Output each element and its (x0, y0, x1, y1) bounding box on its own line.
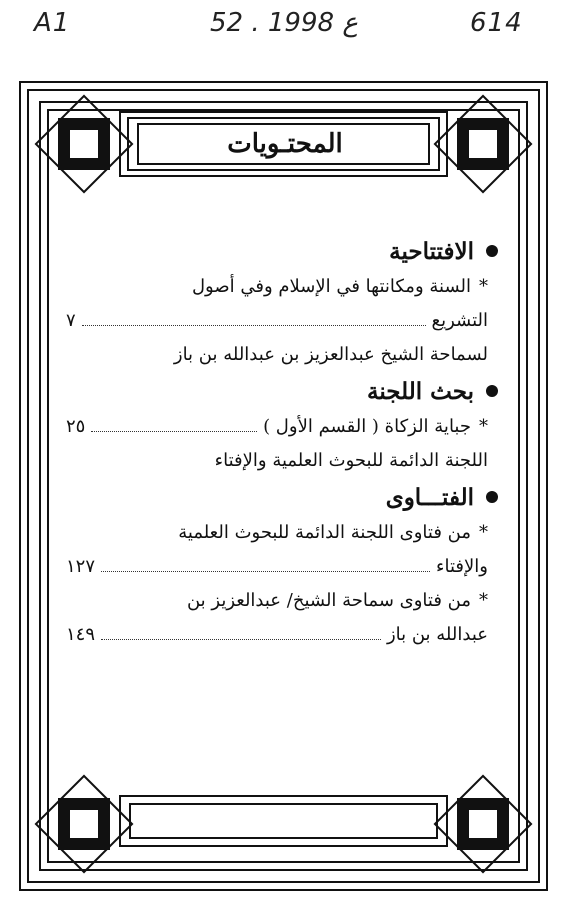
asterisk-icon: * (479, 522, 488, 543)
handwritten-number-right: 614 (470, 8, 523, 38)
corner-ornament-bottom-right (435, 776, 531, 872)
entry-author: اللجنة الدائمة للبحوث العلمية والإفتاء (214, 450, 488, 471)
page-number: ١٤٩ (66, 624, 96, 645)
asterisk-icon: * (479, 276, 488, 297)
corner-ornament-bottom-left (36, 776, 132, 872)
page-number: ١٢٧ (66, 556, 96, 577)
section-heading-fatwas (66, 478, 498, 516)
section-heading-editorial (66, 232, 498, 270)
asterisk-icon: * (479, 416, 488, 437)
entry-title-line1: من فتاوى اللجنة الدائمة للبحوث العلمية (178, 522, 471, 543)
entry-title-line2: التشريع (431, 310, 488, 331)
page-title: المحتـويات (227, 129, 343, 159)
handwritten-code-left: A1 (34, 8, 71, 38)
dotted-leader (82, 325, 426, 326)
section-title: بحث اللجنة (367, 377, 474, 405)
toc-entry (66, 516, 498, 584)
bullet-icon (486, 245, 498, 257)
entry-title-line2: والإفتاء (436, 556, 488, 577)
table-of-contents (66, 232, 498, 652)
handwritten-date: 52 . ع 1998 (210, 8, 358, 38)
asterisk-icon: * (479, 590, 488, 611)
toc-entry (66, 584, 498, 652)
entry-author: لسماحة الشيخ عبدالعزيز بن عبدالله بن باز (173, 344, 488, 365)
section-title: الفتـــاوى (385, 483, 474, 511)
toc-entry (66, 410, 498, 444)
toc-entry (66, 270, 498, 338)
bullet-icon (486, 385, 498, 397)
entry-title-line1: من فتاوى سماحة الشيخ/ عبدالعزيز بن (186, 590, 471, 611)
section-heading-committee-research (66, 372, 498, 410)
bullet-icon (486, 491, 498, 503)
entry-title-line2: عبدالله بن باز (386, 624, 488, 645)
dotted-leader (101, 639, 381, 640)
page-number: ٧ (66, 310, 76, 331)
page-number: ٢٥ (66, 416, 86, 437)
dotted-leader (91, 431, 257, 432)
entry-title-line1: جباية الزكاة ( القسم الأول ) (263, 416, 471, 437)
entry-title-line1: السنة ومكانتها في الإسلام وفي أصول (191, 276, 471, 297)
dotted-leader (101, 571, 430, 572)
section-title: الافتتاحية (389, 237, 474, 265)
